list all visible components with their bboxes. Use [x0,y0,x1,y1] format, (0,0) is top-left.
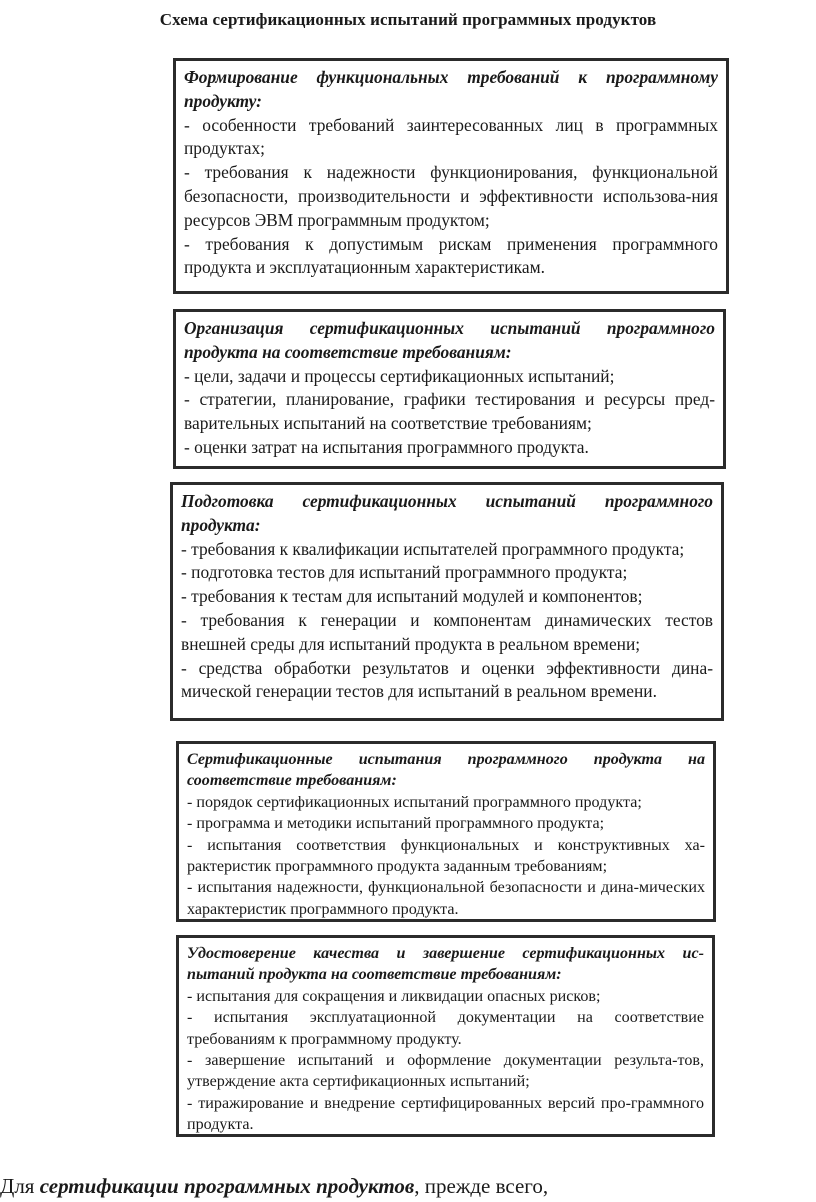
list-item: - испытания для сокращения и ликвидации опасных рисков; [187,987,601,1005]
page-title: Схема сертификационных испытаний программных продуктов [159,10,657,29]
stage-box-requirements [173,58,729,294]
box-heading: Формирование функциональных требований к программному продукту: [184,67,718,111]
list-item: - требования к надежности функционирования, функциональной безопасности, производительности и эффективности использова-ния ресурсов ЭВМ программным продуктом; [184,162,718,230]
list-item: - оценки затрат на испытания программного продукта. [184,436,589,457]
footer-prefix: Для [0,1174,40,1198]
box-heading: Подготовка сертификационных испытаний программного продукта: [181,491,713,535]
list-item: - подготовка тестов для испытаний программного продукта; [181,562,628,583]
stage-box-testing [176,741,716,922]
list-item: - требования к допустимым рискам применения программного продукта и эксплуатационным характеристикам. [184,233,718,278]
list-item: - средства обработки результатов и оценки эффективности дина-мической генерации тестов для испытаний в реальном времени. [181,657,713,702]
box-heading: Удостоверение качества и завершение сертификационных ис-пытаний продукта на соответствие требованиям: [187,945,704,984]
box-heading: Организация сертификационных испытаний программного продукта на соответствие требованиям: [184,318,715,362]
stage-box-preparation [170,482,724,721]
list-item: - испытания надежности, функциональной безопасности и дина-мических характеристик программного продукта. [187,879,705,918]
footer-paragraph [0,1174,548,1199]
list-item: - порядок сертификационных испытаний программного продукта; [187,793,642,811]
stage-box-completion [176,935,715,1137]
list-item: - требования к генерации и компонентам динамических тестов внешней среды для испытаний продукта в реальном времени; [181,609,713,654]
list-item: - требования к квалификации испытателей программного продукта; [181,538,685,559]
list-item: - программа и методики испытаний программного продукта; [187,815,605,833]
list-item: - цели, задачи и процессы сертификационных испытаний; [184,365,615,386]
footer-suffix: , прежде всего, [414,1174,549,1198]
list-item: - требования к тестам для испытаний модулей и компонентов; [181,586,643,607]
list-item: - особенности требований заинтересованных лиц в программных продуктах; [184,114,718,159]
footer-emphasis: сертификации программных продуктов [39,1174,415,1198]
box-heading: Сертификационные испытания программного продукта на соответствие требованиям: [187,751,705,790]
list-item: - завершение испытаний и оформление документации результа-тов, утверждение акта сертификационных испытаний; [187,1052,704,1091]
list-item: - испытания эксплуатационной документации на соответствие требованиям к программному продукту. [187,1009,704,1048]
list-item: - испытания соответствия функциональных и конструктивных ха-рактеристик программного продукта заданным требованиям; [187,836,705,876]
list-item: - стратегии, планирование, графики тестирования и ресурсы пред-варительных испытаний на соответствие требованиям; [184,389,715,434]
stage-box-organization [173,309,726,469]
list-item: - тиражирование и внедрение сертифицированных версий про-граммного продукта. [187,1094,704,1134]
